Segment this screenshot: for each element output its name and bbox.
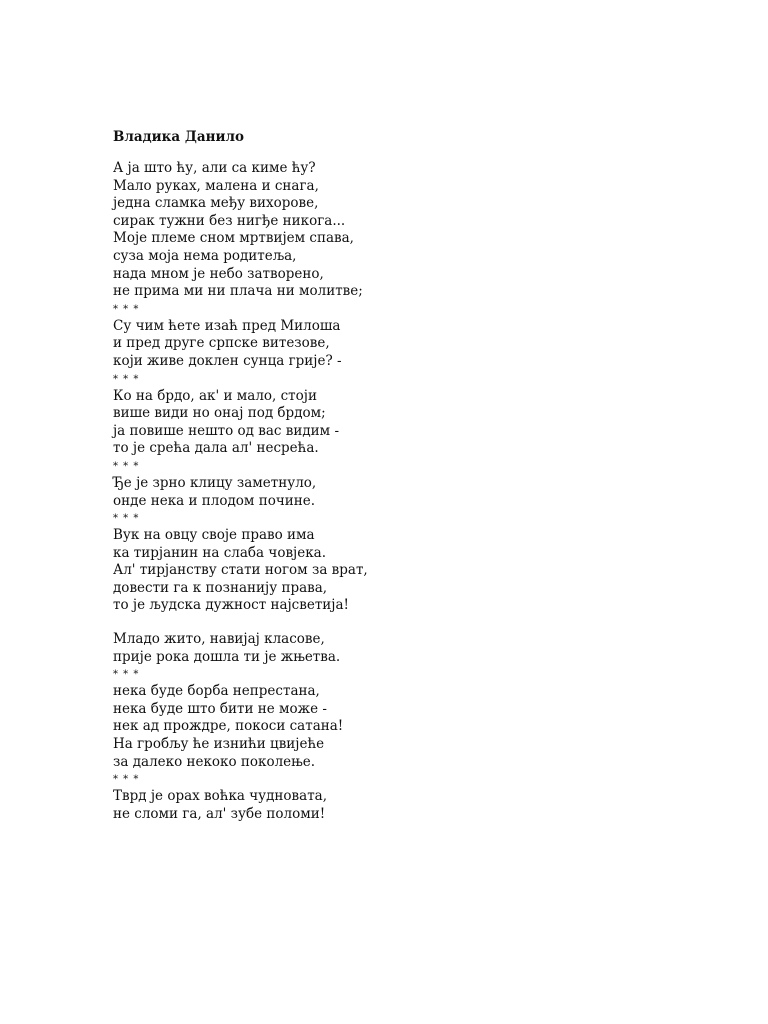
stanza-7 [113,683,673,771]
poem-line: нада мном је небо затворено, [113,265,324,282]
poem-line: и пред друге српске витезове, [113,335,330,352]
poem-line: који живе доклен сунца грије? - [113,352,342,369]
poem-line: Моје племе сном мртвијем спава, [113,230,354,247]
poem-line: Ко на брдо, ак' и мало, стоји [113,387,317,404]
poem-line: А ја што ћу, али са киме ћу? [113,160,316,176]
poem-title: Владика Данило [113,129,245,145]
stanza-3 [113,388,673,458]
poem-line: не прима ми ни плача ни молитве; [113,283,363,300]
stanza-8 [113,788,673,823]
stanza-4 [113,475,673,510]
poem-line: онде нека и плодом почине. [113,492,316,509]
poem-line: више види но онај под брдом; [113,405,326,422]
poem-line: Тврд је орах воћка чудновата, [113,788,328,805]
poem-line: Вук на овцу своје право има [113,527,315,544]
poem-line: нека буде борба непрестана, [113,683,320,700]
poem-line: нека буде што бити не може - [113,700,327,717]
poem-line: то је људска дужност најсветија! [113,597,349,614]
poem-line: Ђе је зрно клицу заметнуло, [113,474,317,491]
stanza-separator: * * * [113,373,140,385]
stanza-separator: * * * [113,774,140,786]
blank-line [113,615,673,631]
poem-line: довести га к познанију права, [113,579,328,596]
poem-line: не сломи га, ал' зубе поломи! [113,805,326,822]
poem-line: то је срећа дала ал' несрећа. [113,440,319,457]
poem-line: сирак тужни без нигђе никога... [113,212,346,229]
poem-line: једна сламка међу вихорове, [113,195,319,212]
stanza-separator: * * * [113,303,140,315]
poem-line: ка тирјанин на слаба човјека. [113,544,327,561]
poem-line: На гробљу ће изнићи цвијеће [113,736,325,753]
poem-line: Ал' тирјанству стати ногом за врат, [113,562,368,579]
stanza-6 [113,631,673,666]
document-page [113,128,673,823]
stanza-separator: * * * [113,669,140,681]
stanza-separator: * * * [113,513,140,525]
poem-line: ја повише нешто од вас видим - [113,422,339,439]
stanza-5 [113,527,673,615]
poem-line: за далеко некоко поколење. [113,753,316,770]
poem-line: суза моја нема родитеља, [113,247,297,264]
stanza-1 [113,160,673,301]
poem-line: Младо жито, навијај класове, [113,631,325,648]
stanza-2 [113,318,673,371]
poem-line: нек ад прождре, покоси сатана! [113,718,344,735]
poem-line: прије рока дошла ти је жњетва. [113,648,341,665]
poem-line: Мало руках, малена и снага, [113,177,319,194]
poem-line: Су чим ћете изаћ пред Милоша [113,317,341,334]
stanza-separator: * * * [113,460,140,472]
